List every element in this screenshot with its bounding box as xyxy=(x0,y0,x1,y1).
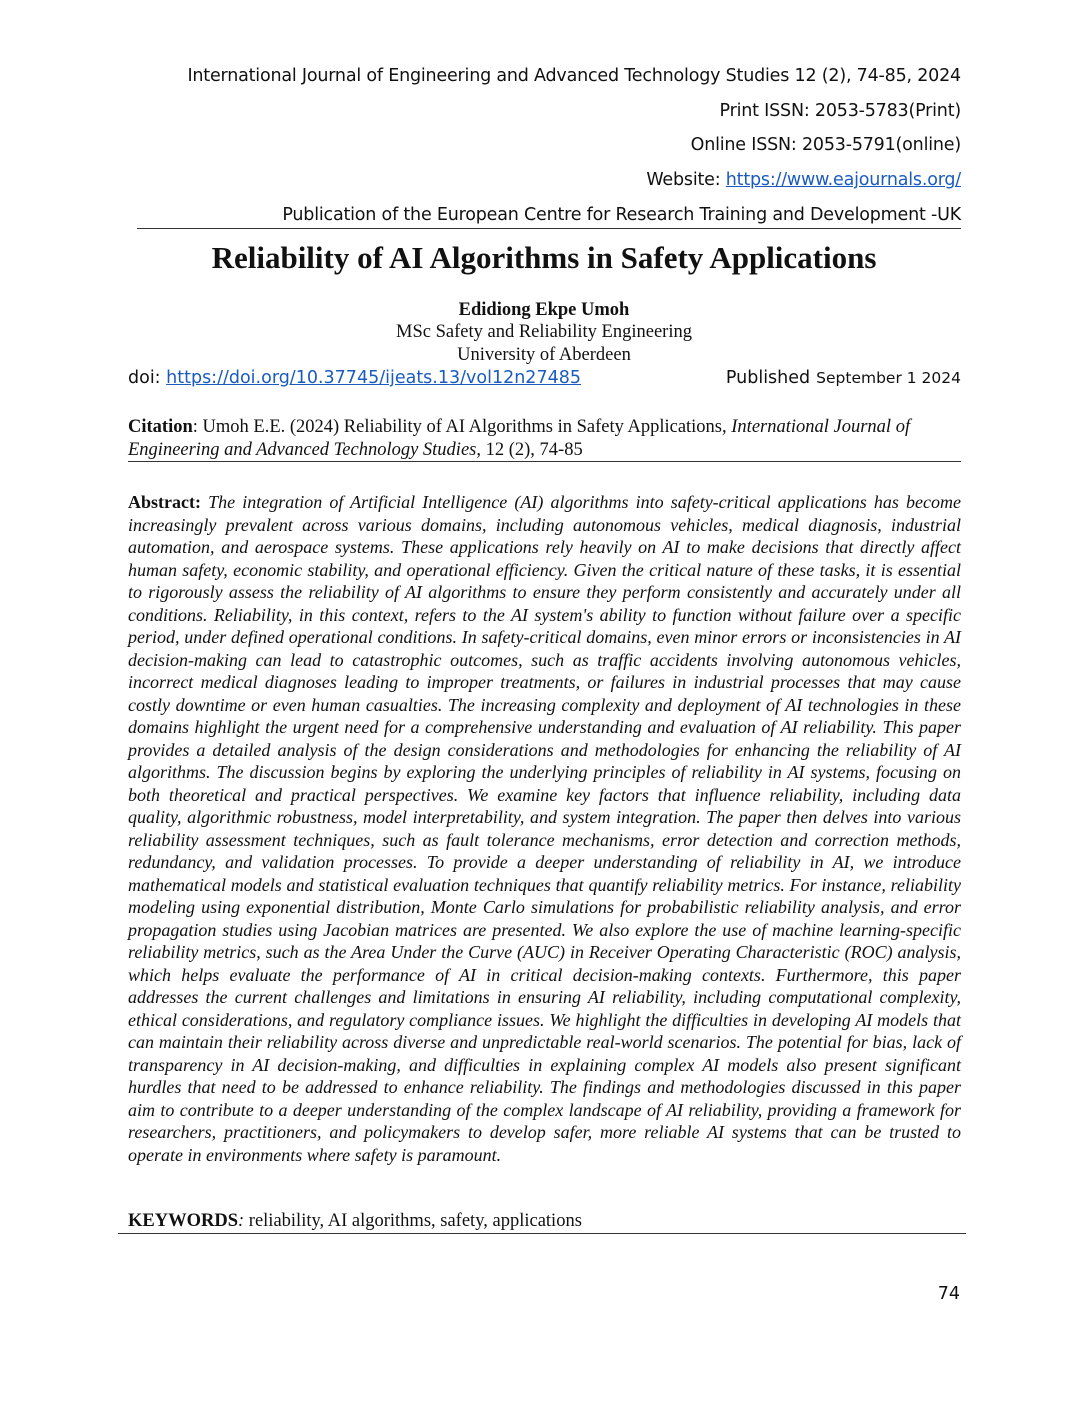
keywords xyxy=(128,1211,582,1232)
author-affiliation: University of Aberdeen xyxy=(457,345,631,365)
published-line xyxy=(726,368,961,388)
publisher-line: Publication of the European Centre for Research Training and Development -UK xyxy=(282,205,961,225)
page-number: 74 xyxy=(937,1284,960,1304)
keywords-colon: : xyxy=(238,1211,245,1231)
citation-text: : Umoh E.E. (2024) Reliability of AI Algorithms in Safety Applications, xyxy=(192,417,732,437)
keywords-label: KEYWORDS xyxy=(128,1211,238,1231)
published-label: Published xyxy=(725,368,811,388)
abstract-text: The integration of Artificial Intelligence (AI) algorithms into safety-critical applications has become increasingly prevalent across various domains, including autonomous vehicles, medical diagnosis, industrial automation, and aerospace systems. These applications rely heavily on AI to make decisions that directly affect human safety, economic stability, and operational efficiency. Given the critical nature of these tasks, it is essential to rigorously assess the reliability of AI algorithms to ensure they perform consistently and accurately under all conditions. Reliability, in this context, refers to the AI system's ability to function without failure over a specific period, under defined operational conditions. In safety-critical domains, even minor errors or inconsistencies in AI decision-making can lead to catastrophic outcomes, such as traffic accidents involving autonomous vehicles, incorrect medical diagnoses leading to improper treatments, or failures in industrial processes that may cause costly downtime or even human casualties. The increasing complexity and deployment of AI technologies in these domains highlight the urgent need for a comprehensive understanding and evaluation of AI reliability. This paper provides a detailed analysis of the design considerations and methodologies for enhancing the reliability of AI algorithms. The discussion begins by exploring the underlying principles of reliability in AI systems, focusing on both theoretical and practical perspectives. We examine key factors that influence reliability, including data quality, algorithmic robustness, model interpretability, and system integration. The paper then delves into various reliability assessment techniques, such as fault tolerance mechanisms, error detection and correction methods, redundancy, and validation processes. To provide a deeper understanding of reliability in AI, we introduce mathematical models and statistical evaluation techniques that quantify reliability metrics. For instance, reliability modeling using exponential distribution, Monte Carlo simulations for probabilistic reliability analysis, and error propagation studies using Jacobian matrices are presented. We also explore the use of machine learning-specific reliability metrics, such as the Area Under the Curve (AUC) in Receiver Operating Characteristic (ROC) analysis, which helps evaluate the performance of AI in critical decision-making contexts. Furthermore, this paper addresses the current challenges and limitations in ensuring AI reliability, including computational complexity, ethical considerations, and regulatory compliance issues. We highlight the difficulties in developing AI models that can maintain their reliability across diverse and unpredictable real-world scenarios. The potential for bias, lack of transparency in AI decision-making, and difficulties in explaining complex AI models also present significant hurdles that need to be addressed to enhance reliability. The findings and methodologies discussed in this paper aim to contribute to a deeper understanding of the complex landscape of AI reliability, providing a framework for researchers, practitioners, and policymakers to develop safer, more reliable AI systems that can be trusted to operate in environments where safety is paramount. xyxy=(128,492,961,1165)
doi-label: doi: xyxy=(128,368,167,388)
website-link[interactable]: https://www.eajournals.org/ xyxy=(725,170,961,190)
doi-line xyxy=(128,368,581,388)
header-rule xyxy=(137,228,961,229)
author-degree: MSc Safety and Reliability Engineering xyxy=(396,322,692,342)
abstract-label: Abstract: xyxy=(128,492,201,512)
citation xyxy=(128,416,961,461)
citation-journal: International Journal of Engineering and Advanced Technology Studies xyxy=(128,417,911,460)
published-date: September 1 2024 xyxy=(816,369,961,387)
keywords-rule xyxy=(118,1233,966,1234)
author-name: Edidiong Ekpe Umoh xyxy=(458,300,630,320)
online-issn: Online ISSN: 2053-5791(online) xyxy=(690,135,961,155)
citation-label: Citation xyxy=(128,417,193,437)
website-line xyxy=(646,170,961,190)
citation-rule xyxy=(128,461,961,462)
keywords-text: reliability, AI algorithms, safety, applications xyxy=(244,1211,582,1231)
paper-title: Reliability of AI Algorithms in Safety Applications xyxy=(211,240,877,275)
doi-link[interactable]: https://doi.org/10.37745/ijeats.13/vol12n27485 xyxy=(166,368,581,388)
print-issn: Print ISSN: 2053-5783(Print) xyxy=(719,101,961,121)
citation-tail: , 12 (2), 74-85 xyxy=(476,439,583,460)
journal-line: International Journal of Engineering and Advanced Technology Studies 12 (2), 74-85, 2024 xyxy=(187,66,961,86)
abstract xyxy=(128,491,961,1166)
website-label: Website: xyxy=(646,170,726,190)
